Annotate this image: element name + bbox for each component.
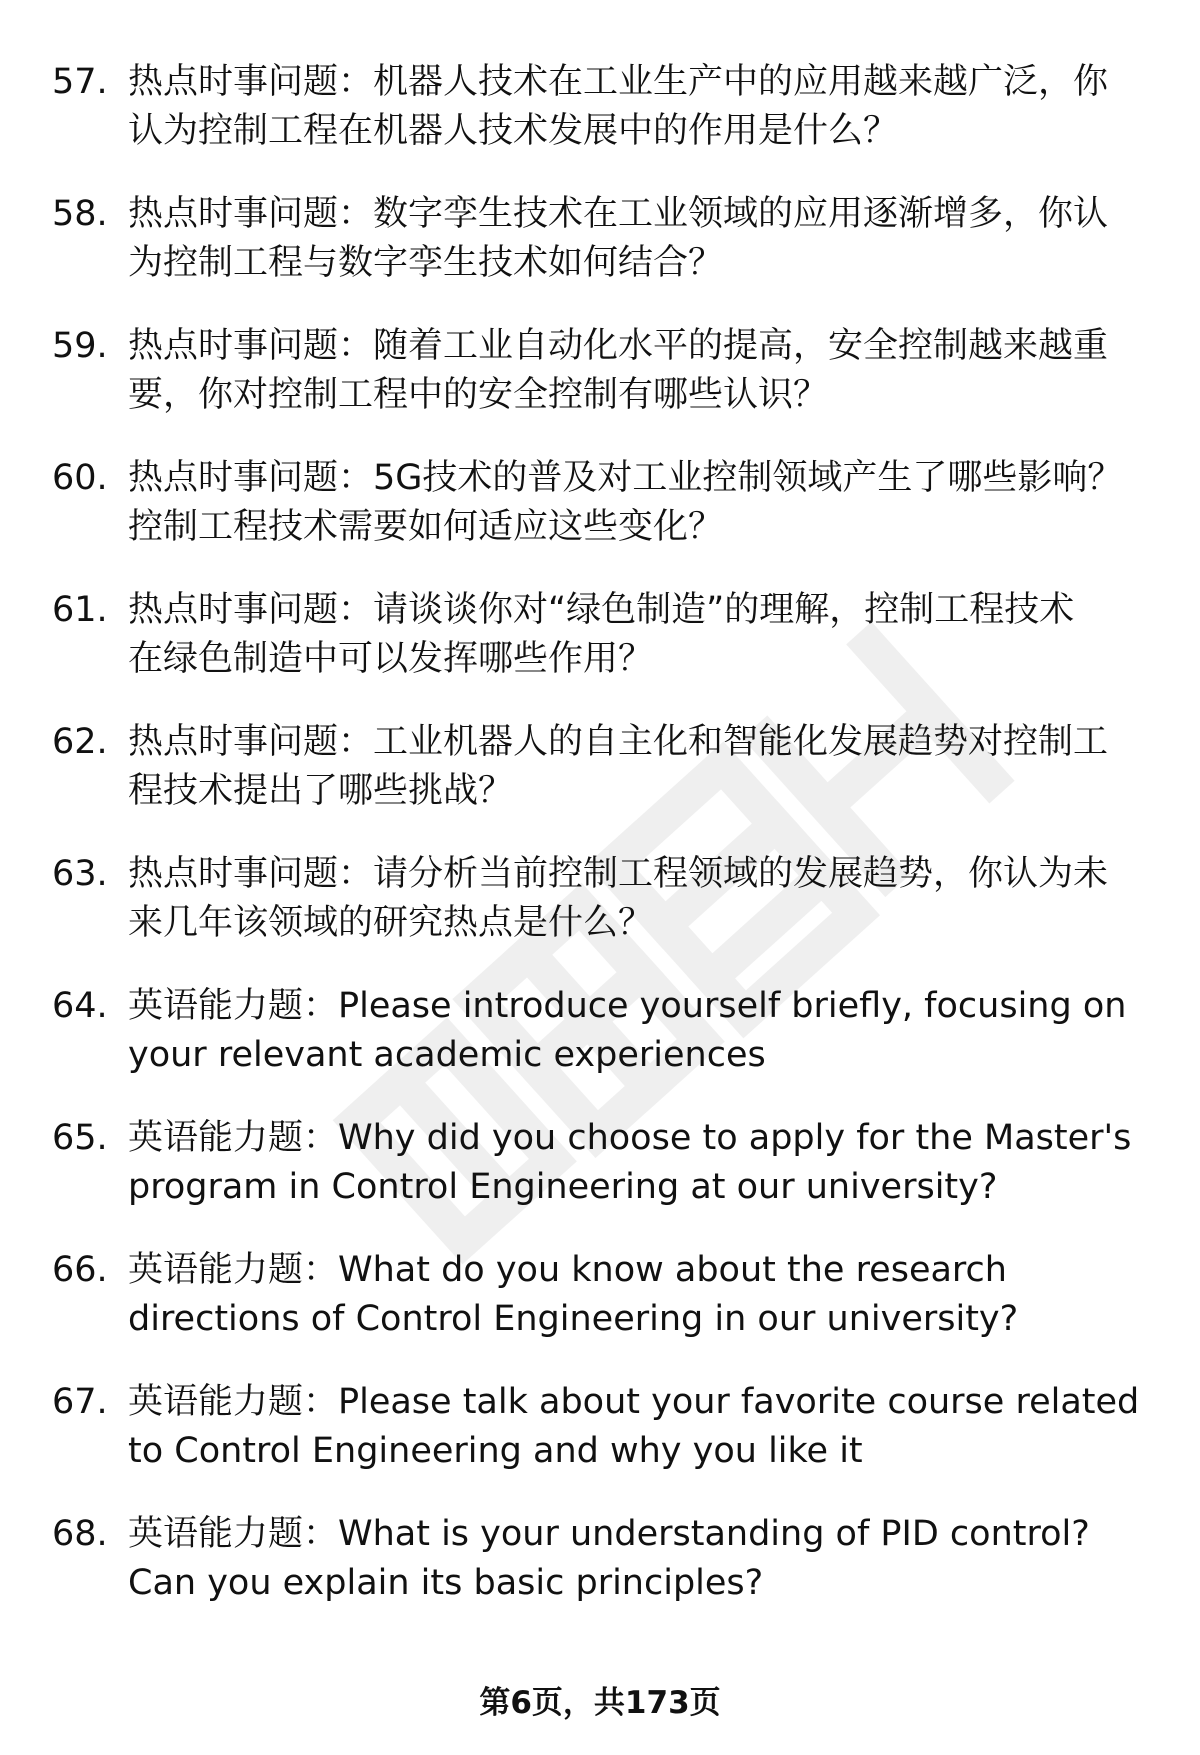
question-number: 68. (52, 1514, 108, 1554)
question-text (128, 1378, 1198, 1476)
question-line: 英语能力题：Please talk about your favorite course related (128, 1382, 1140, 1422)
question-line: to Control Engineering and why you like it (128, 1431, 863, 1471)
question-item (52, 1378, 1142, 1510)
question-item (52, 58, 1142, 190)
question-line: 程技术提出了哪些挑战？ (128, 771, 514, 811)
question-number: 60. (52, 458, 108, 498)
question-item (52, 1246, 1142, 1378)
question-text (128, 1246, 1198, 1344)
question-item (52, 322, 1142, 454)
question-line: 要，你对控制工程中的安全控制有哪些认识？ (128, 375, 829, 415)
question-text (128, 1510, 1198, 1608)
question-line: program in Control Engineering at our university? (128, 1167, 998, 1207)
page-footer: 第6页，共173页 (479, 1685, 721, 1721)
question-number: 59. (52, 326, 108, 366)
question-text (128, 322, 1198, 420)
question-line: 控制工程技术需要如何适应这些变化？ (128, 507, 724, 547)
question-line: directions of Control Engineering in our university? (128, 1299, 1019, 1339)
question-text (128, 454, 1198, 552)
question-line: 英语能力题：Please introduce yourself briefly, focusing on (128, 986, 1127, 1026)
question-number: 62. (52, 722, 108, 762)
question-text (128, 1114, 1198, 1212)
question-line: 英语能力题：What is your understanding of PID control? (128, 1514, 1090, 1554)
question-item (52, 586, 1142, 718)
question-line: 英语能力题：What do you know about the research (128, 1250, 1007, 1290)
question-text (128, 58, 1198, 156)
question-item (52, 718, 1142, 850)
question-item (52, 1510, 1142, 1642)
question-item (52, 850, 1142, 982)
question-text (128, 190, 1198, 288)
question-number: 58. (52, 194, 108, 234)
question-line: 英语能力题：Why did you choose to apply for the Master's (128, 1118, 1132, 1158)
question-line: 热点时事问题：随着工业自动化水平的提高，安全控制越来越重 (128, 326, 1109, 366)
question-number: 57. (52, 62, 108, 102)
question-number: 63. (52, 854, 108, 894)
question-number: 64. (52, 986, 108, 1026)
question-list (52, 58, 1142, 1642)
question-text (128, 850, 1198, 948)
question-number: 61. (52, 590, 108, 630)
question-number: 66. (52, 1250, 108, 1290)
question-item (52, 982, 1142, 1114)
question-item (52, 454, 1142, 586)
question-number: 67. (52, 1382, 108, 1422)
question-line: 来几年该领域的研究热点是什么？ (128, 903, 654, 943)
question-line: 在绿色制造中可以发挥哪些作用？ (128, 639, 654, 679)
question-line: 为控制工程与数字孪生技术如何结合？ (128, 243, 724, 283)
question-line: 热点时事问题：工业机器人的自主化和智能化发展趋势对控制工 (128, 722, 1109, 762)
question-line: your relevant academic experiences (128, 1035, 766, 1075)
question-line: 热点时事问题：请谈谈你对“绿色制造”的理解，控制工程技术 (128, 590, 1075, 630)
question-line: 热点时事问题：5G技术的普及对工业控制领域产生了哪些影响？ (128, 458, 1123, 498)
question-line: 热点时事问题：数字孪生技术在工业领域的应用逐渐增多，你认 (128, 194, 1109, 234)
question-item (52, 1114, 1142, 1246)
question-text (128, 982, 1198, 1080)
question-number: 65. (52, 1118, 108, 1158)
question-text (128, 718, 1198, 816)
question-line: 认为控制工程在机器人技术发展中的作用是什么？ (128, 111, 899, 151)
question-text (128, 586, 1198, 684)
question-line: 热点时事问题：请分析当前控制工程领域的发展趋势，你认为未 (128, 854, 1109, 894)
question-line: Can you explain its basic principles? (128, 1563, 764, 1603)
question-line: 热点时事问题：机器人技术在工业生产中的应用越来越广泛，你 (128, 62, 1109, 102)
question-item (52, 190, 1142, 322)
